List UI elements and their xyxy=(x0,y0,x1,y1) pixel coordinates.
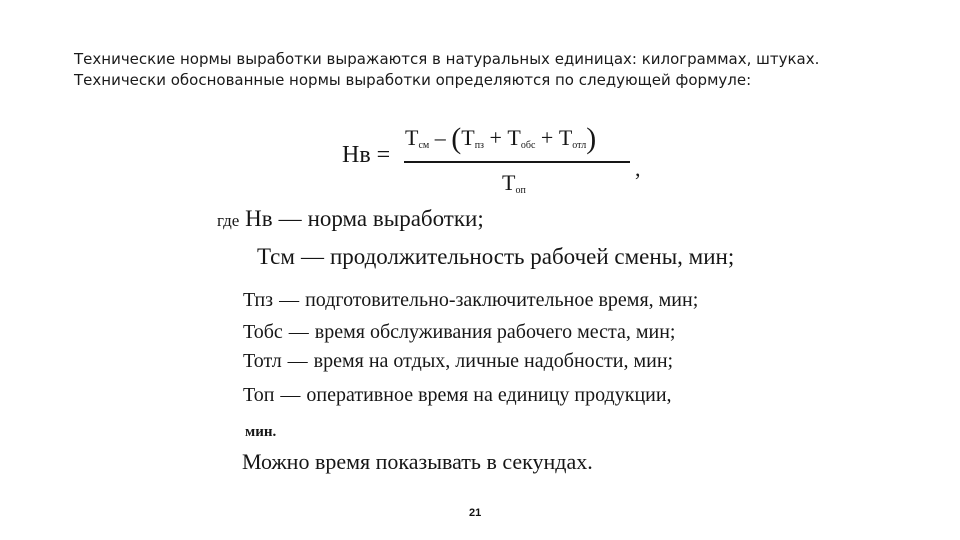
definition-term: Топ xyxy=(243,384,275,406)
definition-row xyxy=(243,289,698,312)
definition-text: подготовительно-заключительное время, мин; xyxy=(305,289,699,311)
definition-term: Тсм xyxy=(257,244,295,269)
formula xyxy=(342,120,662,200)
definition-term: Тпз xyxy=(243,289,274,311)
definition-row xyxy=(243,321,675,344)
definition-row xyxy=(243,350,673,373)
numerator-plus-1: + xyxy=(489,125,502,150)
numerator-paren-close: ) xyxy=(586,122,597,155)
definition-text: время обслуживания рабочего места, мин; xyxy=(314,321,676,343)
fraction-bar xyxy=(404,161,630,163)
definition-dash: — xyxy=(300,244,324,269)
formula-numerator xyxy=(405,122,596,156)
definition-term: Тотл xyxy=(243,350,282,372)
definition-prefix: где xyxy=(217,211,240,230)
definition-text: продолжительность рабочей смены, мин; xyxy=(329,244,735,269)
numerator-t-otl: $Т_{отл}$ xyxy=(558,125,587,151)
definition-row xyxy=(243,384,672,407)
unit-line: мин. xyxy=(245,424,277,440)
definition-text: время на отдых, личные надобности, мин; xyxy=(313,350,674,372)
definition-text: норма выработки; xyxy=(307,206,484,231)
formula-lhs: Нв = xyxy=(342,142,391,168)
formula-denominator: $Т_{оп}$ xyxy=(502,170,526,196)
definition-dash: — xyxy=(280,384,301,406)
numerator-t-obs: $Т_{обс}$ xyxy=(507,125,536,151)
final-line: Можно время показывать в секундах. xyxy=(242,449,593,474)
definition-text: оперативное время на единицу продукции, xyxy=(306,384,672,406)
intro-line-2: Технически обоснованные нормы выработки определяются по следующей формуле: xyxy=(74,71,752,89)
scanned-formula-block xyxy=(215,112,775,482)
page-number: 21 xyxy=(469,507,482,519)
definition-dash: — xyxy=(278,206,302,231)
numerator-plus-2: + xyxy=(540,125,554,150)
definition-row xyxy=(257,244,734,270)
numerator-t-pz: $Т_{пз}$ xyxy=(461,125,484,151)
definition-dash: — xyxy=(279,289,300,311)
definition-dash: — xyxy=(287,350,308,372)
definition-term: Тобс xyxy=(243,321,283,343)
intro-text xyxy=(74,49,934,91)
definition-term: Нв xyxy=(245,206,273,231)
numerator-paren-open: ( xyxy=(451,122,462,155)
numerator-t-sm: $Т_{см}$ xyxy=(405,125,430,151)
definition-row xyxy=(217,206,484,232)
intro-line-1: Технические нормы выработки выражаются в натуральных единицах: килограммах, штуках. xyxy=(74,50,820,68)
numerator-minus: – xyxy=(434,125,446,150)
definition-dash: — xyxy=(288,321,309,343)
formula-comma: , xyxy=(635,156,641,181)
